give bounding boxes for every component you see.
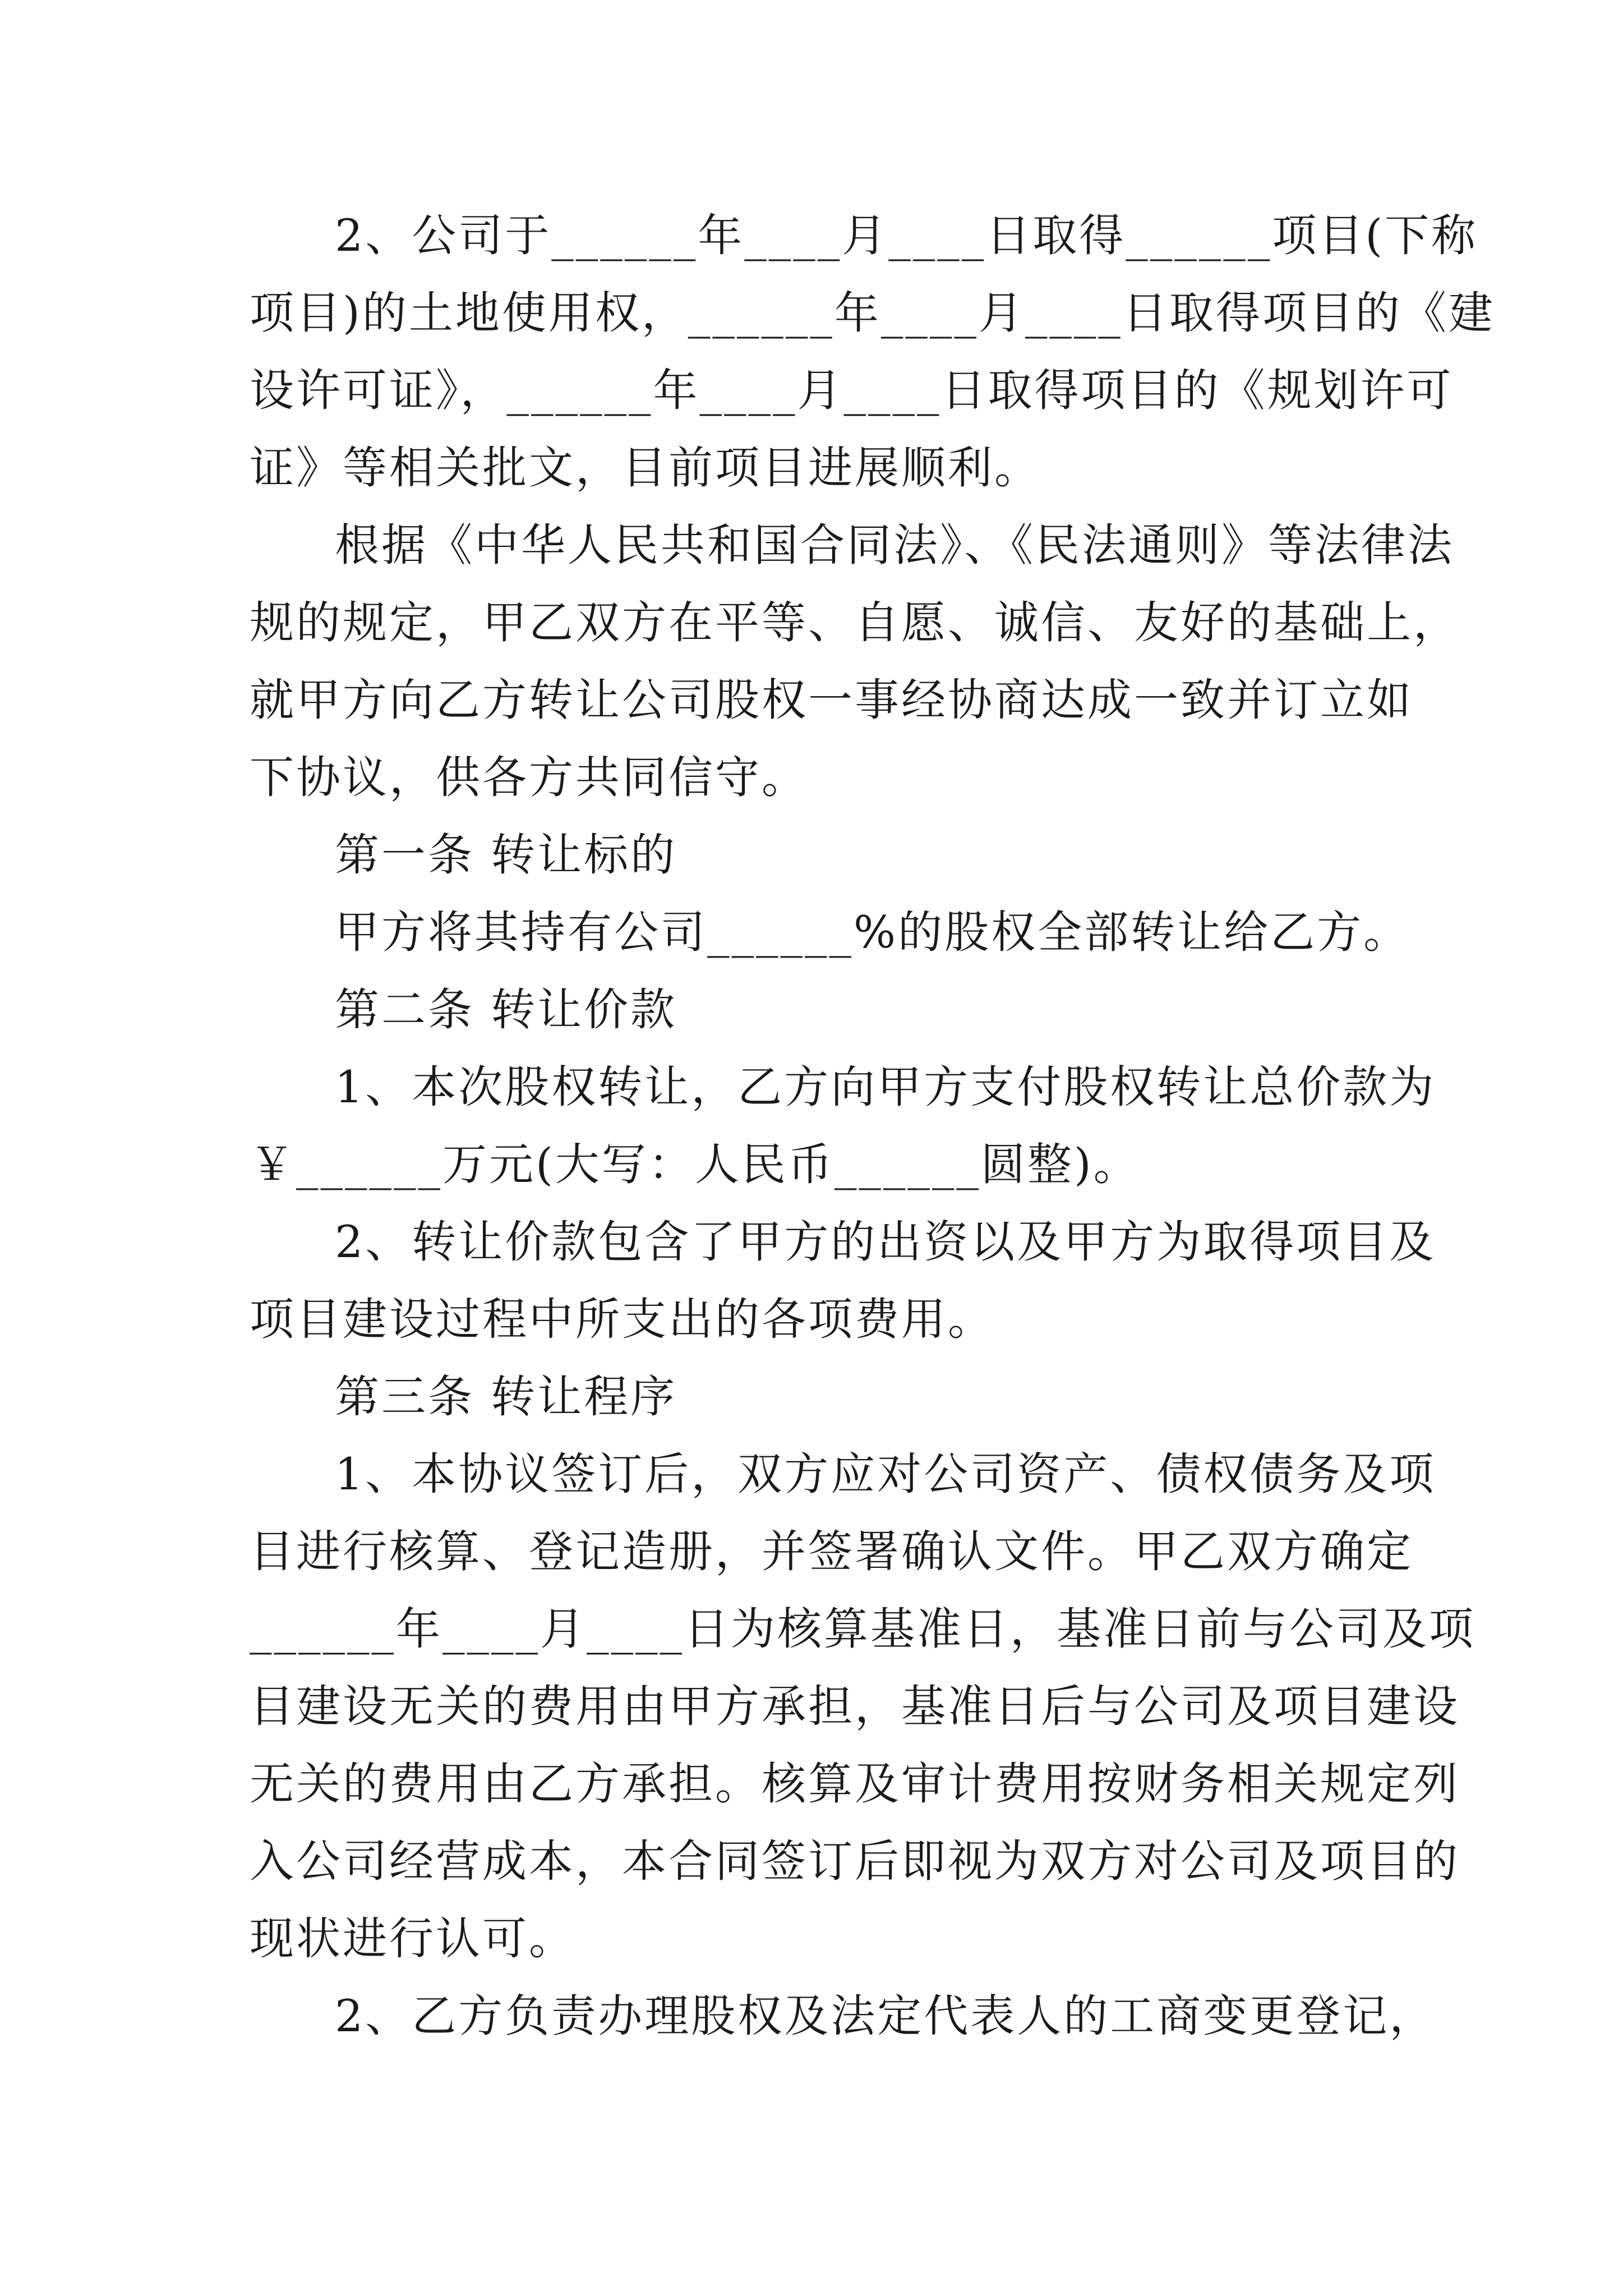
body-line: 目建设无关的费用由甲方承担，基准日后与公司及项目建设 bbox=[250, 1681, 1460, 1732]
body-line: 1、本次股权转让，乙方向甲方支付股权转让总价款为 bbox=[335, 1061, 1436, 1113]
section-heading: 第一条 转让标的 bbox=[335, 829, 677, 881]
body-line: 就甲方向乙方转让公司股权一事经协商达成一致并订立如 bbox=[250, 674, 1413, 726]
body-line: 项目)的土地使用权，______年____月____日取得项目的《建 bbox=[250, 287, 1495, 339]
body-line: 设许可证》，______年____月____日取得项目的《规划许可 bbox=[250, 365, 1454, 416]
body-line: 甲方将其持有公司______%的股权全部转让给乙方。 bbox=[335, 907, 1410, 958]
body-line: 1、本协议签订后，双方应对公司资产、债权债务及项 bbox=[335, 1448, 1436, 1500]
body-line: 下协议，供各方共同信守。 bbox=[250, 752, 808, 803]
body-line: 无关的费用由乙方承担。核算及审计费用按财务相关规定列 bbox=[250, 1758, 1460, 1810]
body-line: 根据《中华人民共和国合同法》、《民法通则》等法律法 bbox=[335, 519, 1454, 571]
section-heading: 第三条 转让程序 bbox=[335, 1371, 677, 1423]
body-line: 规的规定，甲乙双方在平等、自愿、诚信、友好的基础上， bbox=[250, 597, 1460, 648]
body-line: 入公司经营成本，本合同签订后即视为双方对公司及项目的 bbox=[250, 1835, 1460, 1887]
body-line: ￥______万元(大写：人民币______圆整)。 bbox=[250, 1139, 1140, 1190]
body-line: 现状进行认可。 bbox=[250, 1913, 575, 1964]
body-line: 2、转让价款包含了甲方的出资以及甲方为取得项目及 bbox=[335, 1216, 1436, 1268]
body-line: 2、公司于______年____月____日取得______项目(下称 bbox=[335, 210, 1478, 261]
body-line: 项目建设过程中所支出的各项费用。 bbox=[250, 1294, 994, 1345]
body-line: 证》等相关批文，目前项目进展顺利。 bbox=[250, 442, 1041, 494]
body-line: ______年____月____日为核算基准日，基准日前与公司及项 bbox=[250, 1603, 1476, 1655]
body-line: 2、乙方负责办理股权及法定代表人的工商变更登记， bbox=[335, 1990, 1436, 2042]
body-line: 目进行核算、登记造册，并签署确认文件。甲乙双方确定 bbox=[250, 1526, 1413, 1577]
section-heading: 第二条 转让价款 bbox=[335, 984, 677, 1036]
